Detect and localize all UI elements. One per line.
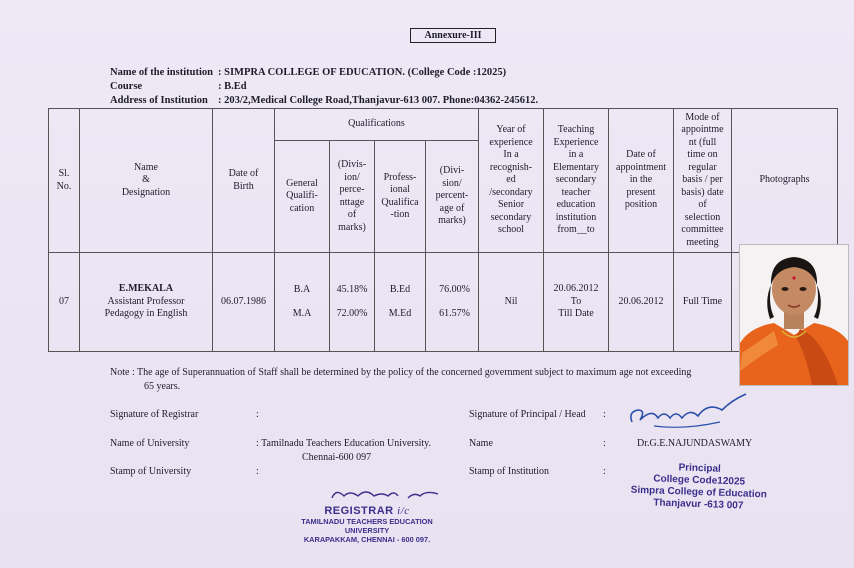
header-division-prof: (Divi- sion/ percent- age of marks) (426, 141, 479, 253)
name-colon: : (603, 438, 606, 449)
prof-pct-2: 61.57% (439, 308, 470, 319)
annexure-label: Annexure-III (410, 28, 496, 43)
stamp-university-label: Stamp of University (110, 466, 192, 477)
note-line-1: Note : The age of Superannuation of Staff shall be determined by the policy of the concerned government subject to maximum age not exceeding (110, 367, 692, 378)
institution-line (110, 66, 506, 80)
university-name: : Tamilnadu Teachers Education University. (256, 438, 432, 449)
principal-seal-title: Principal (678, 462, 721, 475)
header-professional-qual: Profess- ional Qualifica -tion (375, 141, 426, 253)
header-sl-no: Sl. No. (49, 109, 80, 253)
cell-appointment-date: 20.06.2012 (609, 253, 674, 352)
institution-value: : SIMPRA COLLEGE OF EDUCATION. (College Code :12025) (218, 67, 507, 78)
university-city: Chennai-600 097 (302, 452, 372, 463)
staff-name: E.MEKALA (118, 283, 174, 295)
staff-photograph (739, 244, 849, 386)
course-label: Course (110, 81, 143, 92)
principal-signature (624, 392, 754, 434)
address-value: : 203/2,Medical College Road,Thanjavur-613 007. Phone:04362-245612. (218, 95, 539, 106)
staff-designation-1: Assistant Professor (107, 295, 185, 307)
cell-mode: Full Time (674, 253, 732, 352)
address-line (110, 94, 538, 108)
header-name: Name & Designation (80, 109, 213, 253)
registrar-seal-address: KARAPAKKAM, CHENNAI - 600 097. (303, 535, 431, 544)
sig-registrar-colon: : (256, 409, 259, 420)
general-pct-2: 72.00% (336, 308, 368, 319)
general-qual-2: M.A (292, 308, 312, 319)
general-qual-1: B.A (293, 283, 311, 295)
address-label: Address of Institution (110, 95, 208, 106)
course-value: : B.Ed (218, 81, 247, 92)
note-line-2: 65 years. (144, 381, 181, 392)
sig-principal-colon: : (603, 409, 606, 420)
registrar-seal (280, 505, 454, 544)
registrar-seal-title: REGISTRAR (324, 505, 394, 517)
prof-pct-1: 76.00% (439, 283, 470, 295)
principal-seal-code: College Code12025 (653, 473, 746, 488)
header-experience-school: Year of experience In a recognish- ed /secondary Senior secondary school (479, 109, 544, 253)
prof-qual-2: M.Ed (388, 308, 412, 319)
cell-general-quals (275, 253, 330, 352)
staff-designation-2: Pedagogy in English (104, 308, 188, 320)
cell-experience-teacher: 20.06.2012 To Till Date (544, 253, 609, 352)
stamp-institution-colon: : (603, 466, 606, 477)
registrar-seal-university: TAMILNADU TEACHERS EDUCATION UNIVERSITY (301, 517, 433, 535)
cell-prof-quals (375, 253, 426, 352)
registrar-signature (328, 484, 448, 506)
superannuation-note (110, 366, 750, 394)
cell-name (80, 253, 213, 352)
portrait-image (740, 245, 848, 385)
principal-seal-city: Thanjavur -613 007 (653, 497, 744, 512)
header-dob: Date of Birth (213, 109, 275, 253)
institution-label: Name of the institution (110, 67, 213, 78)
cell-dob: 06.07.1986 (213, 253, 275, 352)
cell-prof-pcts (426, 253, 479, 352)
principal-name: Dr.G.E.NAJUNDASWAMY (637, 438, 753, 449)
table-row (49, 253, 838, 352)
principal-seal-college: Simpra College of Education (630, 484, 768, 501)
prof-qual-1: B.Ed (389, 283, 411, 295)
stamp-institution-label: Stamp of Institution (469, 466, 549, 477)
header-appointment-date: Date of appointment in the present position (609, 109, 674, 253)
header-experience-teacher: Teaching Experience in a Elementary secondary teacher education institution from__to (544, 109, 609, 253)
course-line (110, 80, 247, 94)
header-mode: Mode of appointme nt (full time on regular basis / per basis) date of selection committee meeting (674, 109, 732, 253)
principal-seal (623, 460, 775, 513)
name-label: Name (469, 438, 493, 449)
sig-registrar-label: Signature of Registrar (110, 409, 199, 420)
header-photographs: Photographs (732, 109, 838, 253)
name-university-label: Name of University (110, 438, 190, 449)
cell-experience-school: Nil (479, 253, 544, 352)
cell-sl-no: 07 (49, 253, 80, 352)
header-qualifications: Qualifications (275, 109, 479, 141)
header-division-general: (Divis- ion/ perce- nttage of marks) (330, 141, 375, 253)
registrar-seal-suffix: i/c (397, 505, 410, 517)
header-general-qual: General Qualifi- cation (275, 141, 330, 253)
stamp-university-colon: : (256, 466, 259, 477)
cell-general-pcts (330, 253, 375, 352)
sig-principal-label: Signature of Principal / Head (469, 409, 586, 420)
general-pct-1: 45.18% (336, 283, 368, 295)
staff-table (48, 108, 838, 352)
